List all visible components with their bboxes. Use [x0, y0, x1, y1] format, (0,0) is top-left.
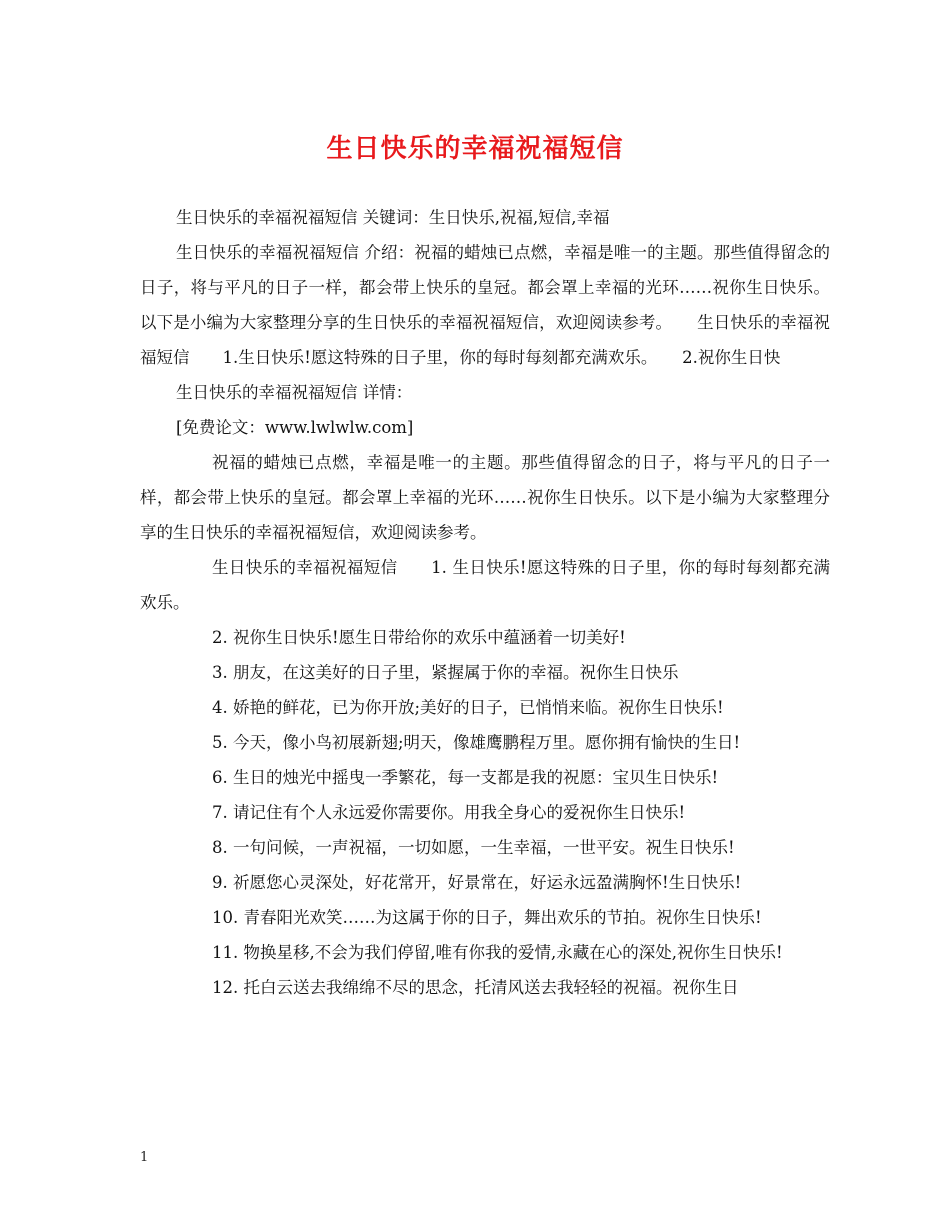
list-item: 9. 祈愿您心灵深处，好花常开，好景常在，好运永远盈满胸怀!生日快乐!: [212, 873, 742, 892]
document-title: 生日快乐的幸福祝福短信: [326, 134, 624, 164]
body-paragraph: 祝福的蜡烛已点燃，幸福是唯一的主题。那些值得留念的日子，将与平凡的日子一样，都会带上快乐的皇冠。都会罩上幸福的光环……祝你生日快乐。以下是小编为大家整理分享的生日快乐的幸福祝福短信，欢迎阅读参考。: [140, 453, 830, 542]
list-item: 7. 请记住有个人永远爱你需要你。用我全身心的爱祝你生日快乐!: [212, 803, 686, 822]
list-item: 3. 朋友，在这美好的日子里，紧握属于你的幸福。祝你生日快乐: [212, 663, 679, 682]
document-body: [140, 200, 830, 1005]
list-item: 2. 祝你生日快乐!愿生日带给你的欢乐中蕴涵着一切美好!: [212, 628, 626, 647]
details-heading: 生日快乐的幸福祝福短信 详情：: [176, 383, 413, 402]
list-item: 8. 一句问候，一声祝福，一切如愿，一生幸福，一世平安。祝生日快乐!: [212, 838, 735, 857]
list-item: 10. 青春阳光欢笑……为这属于你的日子，舞出欢乐的节拍。祝你生日快乐!: [212, 908, 762, 927]
list-item: 6. 生日的烛光中摇曳一季繁花，每一支都是我的祝愿：宝贝生日快乐!: [212, 768, 719, 787]
list-item: 生日快乐的幸福祝福短信 1. 生日快乐!愿这特殊的日子里，你的每时每刻都充满欢乐。: [140, 558, 830, 612]
source-note: [免费论文：www.lwlwlw.com]: [176, 418, 414, 437]
list-item: 12. 托白云送去我绵绵不尽的思念，托清风送去我轻轻的祝福。祝你生日: [212, 978, 739, 997]
list-item: 4. 娇艳的鲜花，已为你开放;美好的日子，已悄悄来临。祝你生日快乐!: [212, 698, 724, 717]
page-number: 1: [140, 1150, 149, 1165]
intro-paragraph: 生日快乐的幸福祝福短信 介绍：祝福的蜡烛已点燃，幸福是唯一的主题。那些值得留念的日子，将与平凡的日子一样，都会带上快乐的皇冠。都会罩上幸福的光环……祝你生日快乐。以下是小编为大家整理分享的生日快乐的幸福祝福短信，欢迎阅读参考。 生日快乐的幸福祝福短信 1.生日快乐!愿这特殊的日子里，你的每时每刻都充满欢乐。 2.祝你生日快: [140, 243, 830, 367]
keywords-paragraph: 生日快乐的幸福祝福短信 关键词：生日快乐,祝福,短信,幸福: [176, 208, 610, 227]
list-item: 11. 物换星移,不会为我们停留,唯有你我的爱情,永藏在心的深处,祝你生日快乐!: [212, 943, 783, 962]
list-item: 5. 今天，像小鸟初展新翅;明天，像雄鹰鹏程万里。愿你拥有愉快的生日!: [212, 733, 741, 752]
